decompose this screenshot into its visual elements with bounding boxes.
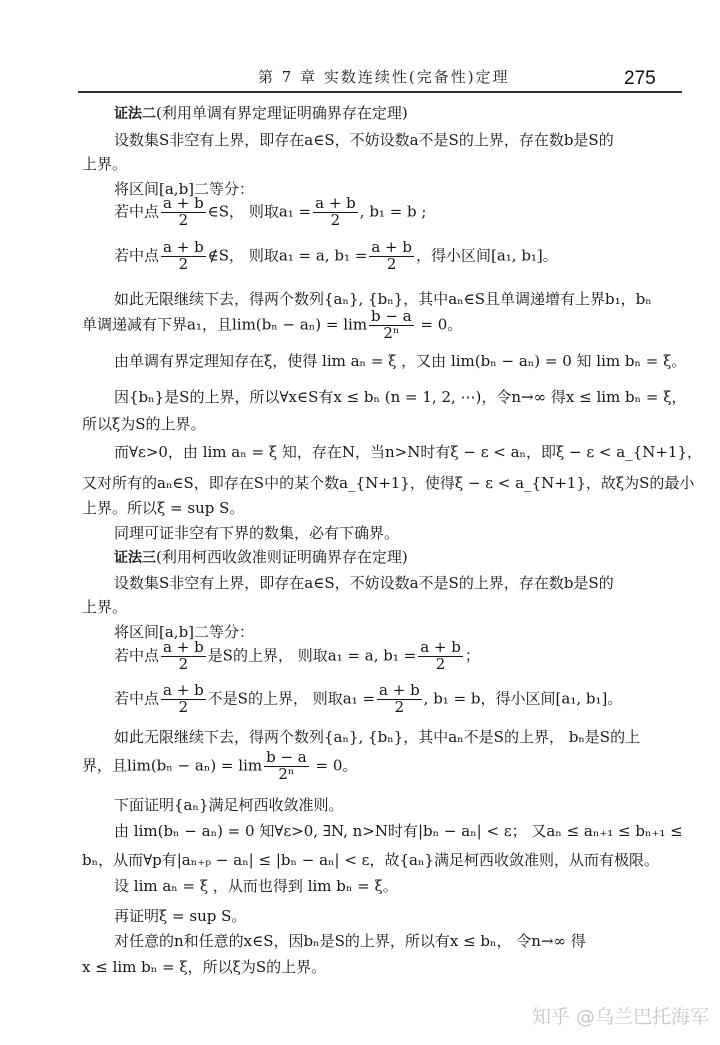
proof2-assume-cont: 上界。 xyxy=(82,155,128,173)
fraction xyxy=(418,640,463,673)
proof2-lower: 同理可证非空有下界的数集，必有下确界。 xyxy=(114,524,400,542)
text-span: ∉S， 则取a₁ = a, b₁ = xyxy=(207,246,368,265)
text-span: 单调递减有下界a₁，且 xyxy=(82,315,232,334)
proof2-mono: 由单调有界定理知存在ξ，使得 lim aₙ = ξ ，又由 lim(bₙ − aₙ) = 0 知 lim bₙ = ξ。 xyxy=(114,352,687,370)
denominator: 2ⁿ xyxy=(278,764,295,783)
denominator: 2ⁿ xyxy=(383,323,400,342)
numerator: a + b xyxy=(420,638,461,656)
numerator: a + b xyxy=(163,681,204,699)
proof2-upper2: 所以ξ为S的上界。 xyxy=(82,415,206,433)
proof3-assume-cont: 上界。 xyxy=(82,598,128,616)
denominator: 2 xyxy=(330,210,341,229)
proof2-seq2 xyxy=(82,309,682,342)
proof2-bisect: 将区间[a,b]二等分： xyxy=(114,180,255,198)
proof3-final1: 对任意的n和任意的x∈S，因bₙ是S的上界，所以有x ≤ bₙ， 令n→∞ 得 xyxy=(114,932,586,950)
proof3-final2: x ≤ lim bₙ = ξ，所以ξ为S的上界。 xyxy=(82,958,327,976)
text-span: , b₁ = b，得小区间[a₁, b₁]。 xyxy=(423,689,623,708)
fraction xyxy=(161,240,206,273)
header-rule xyxy=(78,91,682,93)
numerator: b − a xyxy=(266,748,307,766)
proof3-bisect: 将区间[a,b]二等分： xyxy=(114,623,255,641)
numerator: a + b xyxy=(163,238,204,256)
proof3-cauchy-intro: 下面证明{aₙ}满足柯西收敛准则。 xyxy=(114,796,344,814)
text-span: 是S的上界， 则取a₁ = a, b₁ = xyxy=(207,646,417,665)
limit-expression: lim(bₙ − aₙ) = lim xyxy=(127,756,263,775)
fraction xyxy=(264,750,309,783)
numerator: a + b xyxy=(315,194,356,212)
proof2-eps1: 而∀ε>0，由 lim aₙ = ξ 知，存在N，当n>N时有ξ − ε < aₙ，即ξ − ε < a_{N+1}， xyxy=(114,443,703,461)
proof3-subtitle: (利用柯西收敛准则证明确界存在定理) xyxy=(156,548,408,566)
text-span: ∈S， 则取a₁ = xyxy=(207,202,312,221)
text-span: = 0。 xyxy=(415,315,463,334)
proof3-cauchy2: bₙ，从而∀p有|aₙ₊ₚ − aₙ| ≤ |bₙ − aₙ| < ε，故{aₙ}满足柯西收敛准则，从而有极限。 xyxy=(82,851,659,869)
proof3-sup-intro: 再证明ξ = sup S。 xyxy=(114,907,247,925)
fraction xyxy=(369,240,414,273)
fraction xyxy=(161,196,206,229)
chapter-header: 第 7 章 实数连续性(完备性)定理 xyxy=(258,68,510,86)
proof2-case2 xyxy=(114,240,714,273)
denominator: 2 xyxy=(386,254,397,273)
denominator: 2 xyxy=(178,210,189,229)
page-number: 275 xyxy=(624,68,656,89)
proof2-title: 证法二 xyxy=(114,106,156,122)
denominator: 2 xyxy=(394,697,405,716)
text-span: ，得小区间[a₁, b₁]。 xyxy=(415,246,558,265)
denominator: 2 xyxy=(178,254,189,273)
proof3-case1 xyxy=(114,640,714,673)
proof2-seq1: 如此无限继续下去，得两个数列{aₙ}, {bₙ}，其中aₙ∈S且单调递增有上界b₁，bₙ xyxy=(114,290,652,308)
denominator: 2 xyxy=(178,697,189,716)
numerator: a + b xyxy=(163,638,204,656)
watermark: 知乎 @乌兰巴托海军 xyxy=(532,1006,710,1028)
text-span: 若中点 xyxy=(114,689,160,708)
fraction xyxy=(377,683,422,716)
numerator: a + b xyxy=(371,238,412,256)
proof2-eps2: 又对所有的aₙ∈S，即存在S中的某个数a_{N+1}，使得ξ − ε < a_{N+1}，故ξ为S的最小 xyxy=(82,474,695,492)
numerator: a + b xyxy=(163,194,204,212)
proof2-subtitle: (利用单调有界定理证明确界存在定理) xyxy=(156,104,408,122)
limit-expression: lim(bₙ − aₙ) = lim xyxy=(231,315,368,334)
denominator: 2 xyxy=(435,654,446,673)
text-span: 若中点 xyxy=(114,246,160,265)
proof3-limit: 设 lim aₙ = ξ ，从而也得到 lim bₙ = ξ。 xyxy=(114,877,398,895)
proof3-cauchy1: 由 lim(bₙ − aₙ) = 0 知∀ε>0, ∃N, n>N时有|bₙ − aₙ| < ε； 又aₙ ≤ aₙ₊₁ ≤ bₙ₊₁ ≤ xyxy=(114,822,683,840)
proof2-assume: 设数集S非空有上界，即存在a∈S，不妨设数a不是S的上界，存在数b是S的 xyxy=(114,131,614,149)
text-span: ； xyxy=(464,646,480,665)
proof2-upper1: 因{bₙ}是S的上界，所以∀x∈S有x ≤ bₙ (n = 1, 2, ⋯)，令n→∞ 得x ≤ lim bₙ = ξ， xyxy=(114,388,687,406)
proof3-seq1: 如此无限继续下去，得两个数列{aₙ}, {bₙ}，其中aₙ不是S的上界， bₙ是S的上 xyxy=(114,728,641,746)
proof2-case1 xyxy=(114,196,714,229)
text-span: , b₁ = b ; xyxy=(359,202,427,221)
proof3-heading xyxy=(114,548,714,567)
fraction xyxy=(369,309,414,342)
text-span: 若中点 xyxy=(114,646,160,665)
text-span: 若中点 xyxy=(114,202,160,221)
numerator: a + b xyxy=(379,681,420,699)
proof2-heading xyxy=(114,104,714,123)
fraction xyxy=(161,683,206,716)
proof3-case2 xyxy=(114,683,714,716)
fraction xyxy=(313,196,358,229)
numerator: b − a xyxy=(371,307,412,325)
proof3-seq2 xyxy=(82,750,682,783)
fraction xyxy=(161,640,206,673)
proof3-title: 证法三 xyxy=(114,550,156,566)
denominator: 2 xyxy=(178,654,189,673)
text-span: = 0。 xyxy=(310,756,358,775)
text-span: 不是S的上界， 则取a₁ = xyxy=(207,689,376,708)
proof2-eps3: 上界。所以ξ = sup S。 xyxy=(82,499,245,517)
text-span: 界，且 xyxy=(82,756,128,775)
proof3-assume: 设数集S非空有上界，即存在a∈S，不妨设数a不是S的上界，存在数b是S的 xyxy=(114,574,614,592)
